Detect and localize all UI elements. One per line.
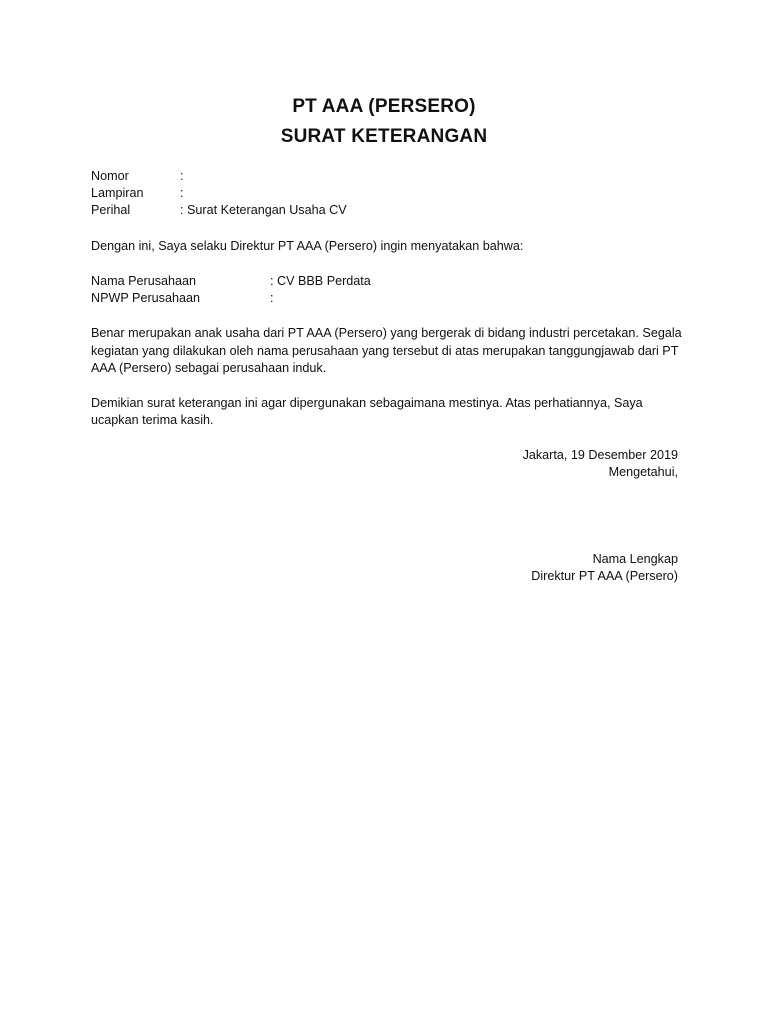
- perihal-label: Perihal: [91, 203, 131, 217]
- place-date: Jakarta, 19 Desember 2019: [522, 448, 678, 462]
- perihal-value: : Surat Keterangan Usaha CV: [180, 203, 347, 217]
- company-name-value: : CV BBB Perdata: [270, 274, 371, 288]
- npwp-value: :: [270, 291, 274, 305]
- company-heading: PT AAA (PERSERO): [292, 96, 476, 117]
- signer-name: Nama Lengkap: [592, 552, 678, 566]
- paragraph-1-line-1: Benar merupakan anak usaha dari PT AAA (Persero) yang bergerak di bidang industri percetakan. Segala: [91, 326, 682, 340]
- acknowledged-label: Mengetahui,: [608, 465, 678, 479]
- document-title: SURAT KETERANGAN: [280, 126, 488, 147]
- paragraph-2-line-2: ucapkan terima kasih.: [91, 413, 214, 427]
- lampiran-label: Lampiran: [91, 186, 144, 200]
- paragraph-1-line-3: AAA (Persero) sebagai perusahaan induk.: [91, 361, 327, 375]
- intro-statement: Dengan ini, Saya selaku Direktur PT AAA (Persero) ingin menyatakan bahwa:: [91, 239, 524, 253]
- npwp-label: NPWP Perusahaan: [91, 291, 200, 305]
- lampiran-value: :: [180, 186, 184, 200]
- paragraph-1-line-2: kegiatan yang dilakukan oleh nama perusahaan yang tersebut di atas merupakan tanggungjawab dari PT: [91, 344, 679, 358]
- nomor-label: Nomor: [91, 169, 129, 183]
- paragraph-2-line-1: Demikian surat keterangan ini agar dipergunakan sebagaimana mestinya. Atas perhatiannya, Saya: [91, 396, 643, 410]
- nomor-value: :: [180, 169, 184, 183]
- signer-title: Direktur PT AAA (Persero): [531, 569, 678, 583]
- company-name-label: Nama Perusahaan: [91, 274, 197, 288]
